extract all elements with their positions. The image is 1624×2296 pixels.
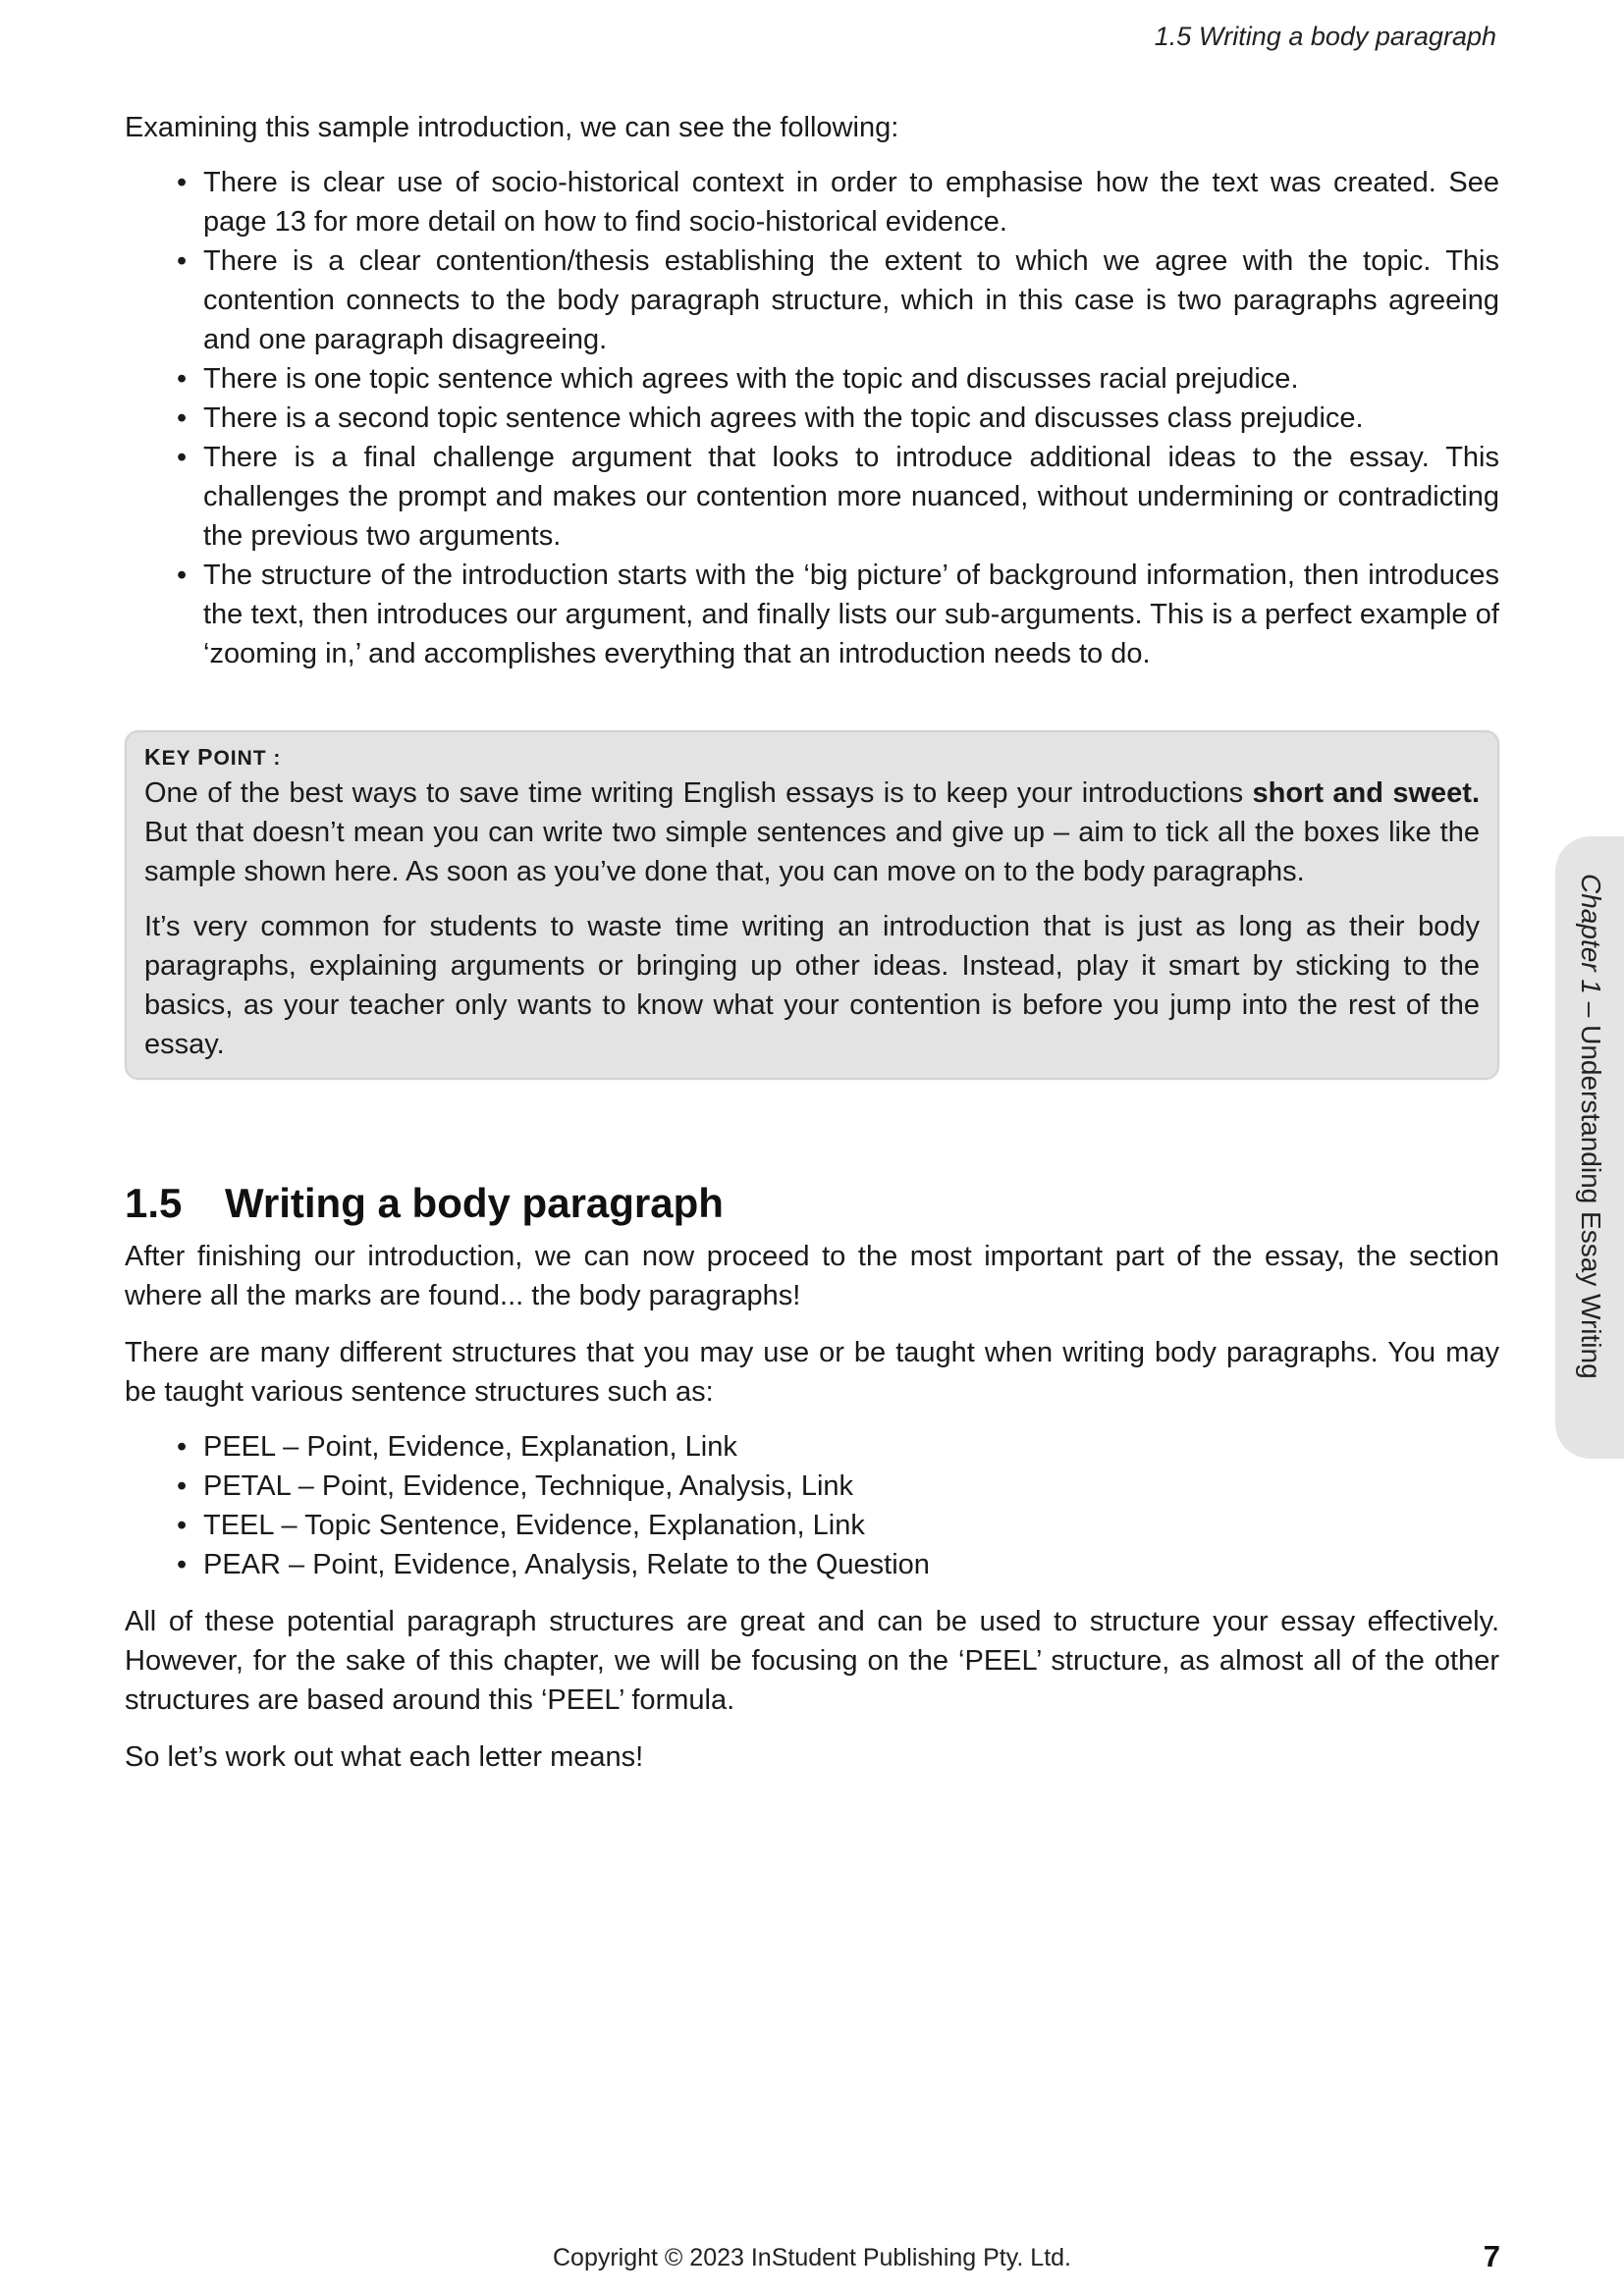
chapter-dash: –	[1576, 993, 1606, 1026]
list-item: • There is clear use of socio-historical context in order to emphasise how the text was created. See page 13 for more detail on how to find socio-historical evidence.	[203, 163, 1499, 241]
section-title: Writing a body paragraph	[225, 1180, 724, 1226]
list-item: • There is one topic sentence which agrees with the topic and discusses racial prejudice.	[203, 359, 1499, 399]
section-paragraph-3: All of these potential paragraph structures are great and can be used to structure your essay effectively. However, for the sake of this chapter, we will be focusing on the ‘PEEL’ structure, as almost all of the other structures are based around this ‘PEEL’ formula.	[125, 1606, 1499, 1716]
list-item: • PEEL – Point, Evidence, Explanation, Link	[203, 1427, 1499, 1467]
intro-analysis-lead: Examining this sample introduction, we can see the following:	[125, 112, 899, 143]
chapter-title: Understanding Essay Writing	[1576, 1025, 1606, 1379]
list-item: • PETAL – Point, Evidence, Technique, Analysis, Link	[203, 1467, 1499, 1506]
key-point-title: KEY POINT :	[144, 744, 282, 770]
section-number: 1.5	[125, 1180, 183, 1226]
list-item: • There is a clear contention/thesis establishing the extent to which we agree with the topic. This contention connects to the body paragraph structure, which in this case is two paragraphs agreeing and one paragraph disagreeing.	[203, 241, 1499, 359]
intro-analysis-list	[125, 163, 1499, 673]
key-point-box	[125, 730, 1499, 1080]
section-heading	[125, 1180, 1499, 1227]
key-point-paragraph-1: One of the best ways to save time writing English essays is to keep your introductions short and sweet. But that doesn’t mean you can write two simple sentences and give up – aim to tick all the boxes like the sample shown here. As soon as you’ve done that, you can move on to the body paragraphs.	[144, 777, 1481, 887]
structure-list	[125, 1427, 1499, 1584]
page-number: 7	[1483, 2239, 1500, 2273]
section-paragraph-2: There are many different structures that you may use or be taught when writing body paragraphs. You may be taught various sentence structures such as:	[125, 1337, 1499, 1408]
running-header: 1.5 Writing a body paragraph	[1154, 22, 1496, 51]
footer-copyright: Copyright © 2023 InStudent Publishing Pty. Ltd.	[552, 2244, 1071, 2271]
section-paragraph-1: After finishing our introduction, we can now proceed to the most important part of the essay, the section where all the marks are found... the body paragraphs!	[125, 1241, 1499, 1311]
list-item: • TEEL – Topic Sentence, Evidence, Explanation, Link	[203, 1506, 1499, 1545]
key-point-paragraph-2: It’s very common for students to waste time writing an introduction that is just as long as their body paragraphs, explaining arguments or bringing up other ideas. Instead, play it smart by sticking to the basics, as your teacher only wants to know what your contention is before you jump into the rest of the essay.	[144, 911, 1480, 1060]
list-item: • The structure of the introduction starts with the ‘big picture’ of background information, then introduces the text, then introduces our argument, and finally lists our sub-arguments. This is a perfect example of ‘zooming in,’ and accomplishes everything that an introduction needs to do.	[203, 556, 1499, 673]
list-item: • PEAR – Point, Evidence, Analysis, Relate to the Question	[203, 1545, 1499, 1584]
key-point-emphasis: short and sweet.	[1252, 777, 1481, 809]
chapter-number: Chapter 1	[1576, 874, 1606, 994]
list-item: • There is a final challenge argument that looks to introduce additional ideas to the essay. This challenges the prompt and makes our contention more nuanced, without undermining or contradicting the previous two arguments.	[203, 438, 1499, 556]
page-content	[125, 108, 1499, 1777]
section-paragraph-4: So let’s work out what each letter means!	[125, 1741, 644, 1773]
chapter-side-tab-label	[1573, 874, 1608, 1379]
list-item: • There is a second topic sentence which agrees with the topic and discusses class prejudice.	[203, 399, 1499, 438]
